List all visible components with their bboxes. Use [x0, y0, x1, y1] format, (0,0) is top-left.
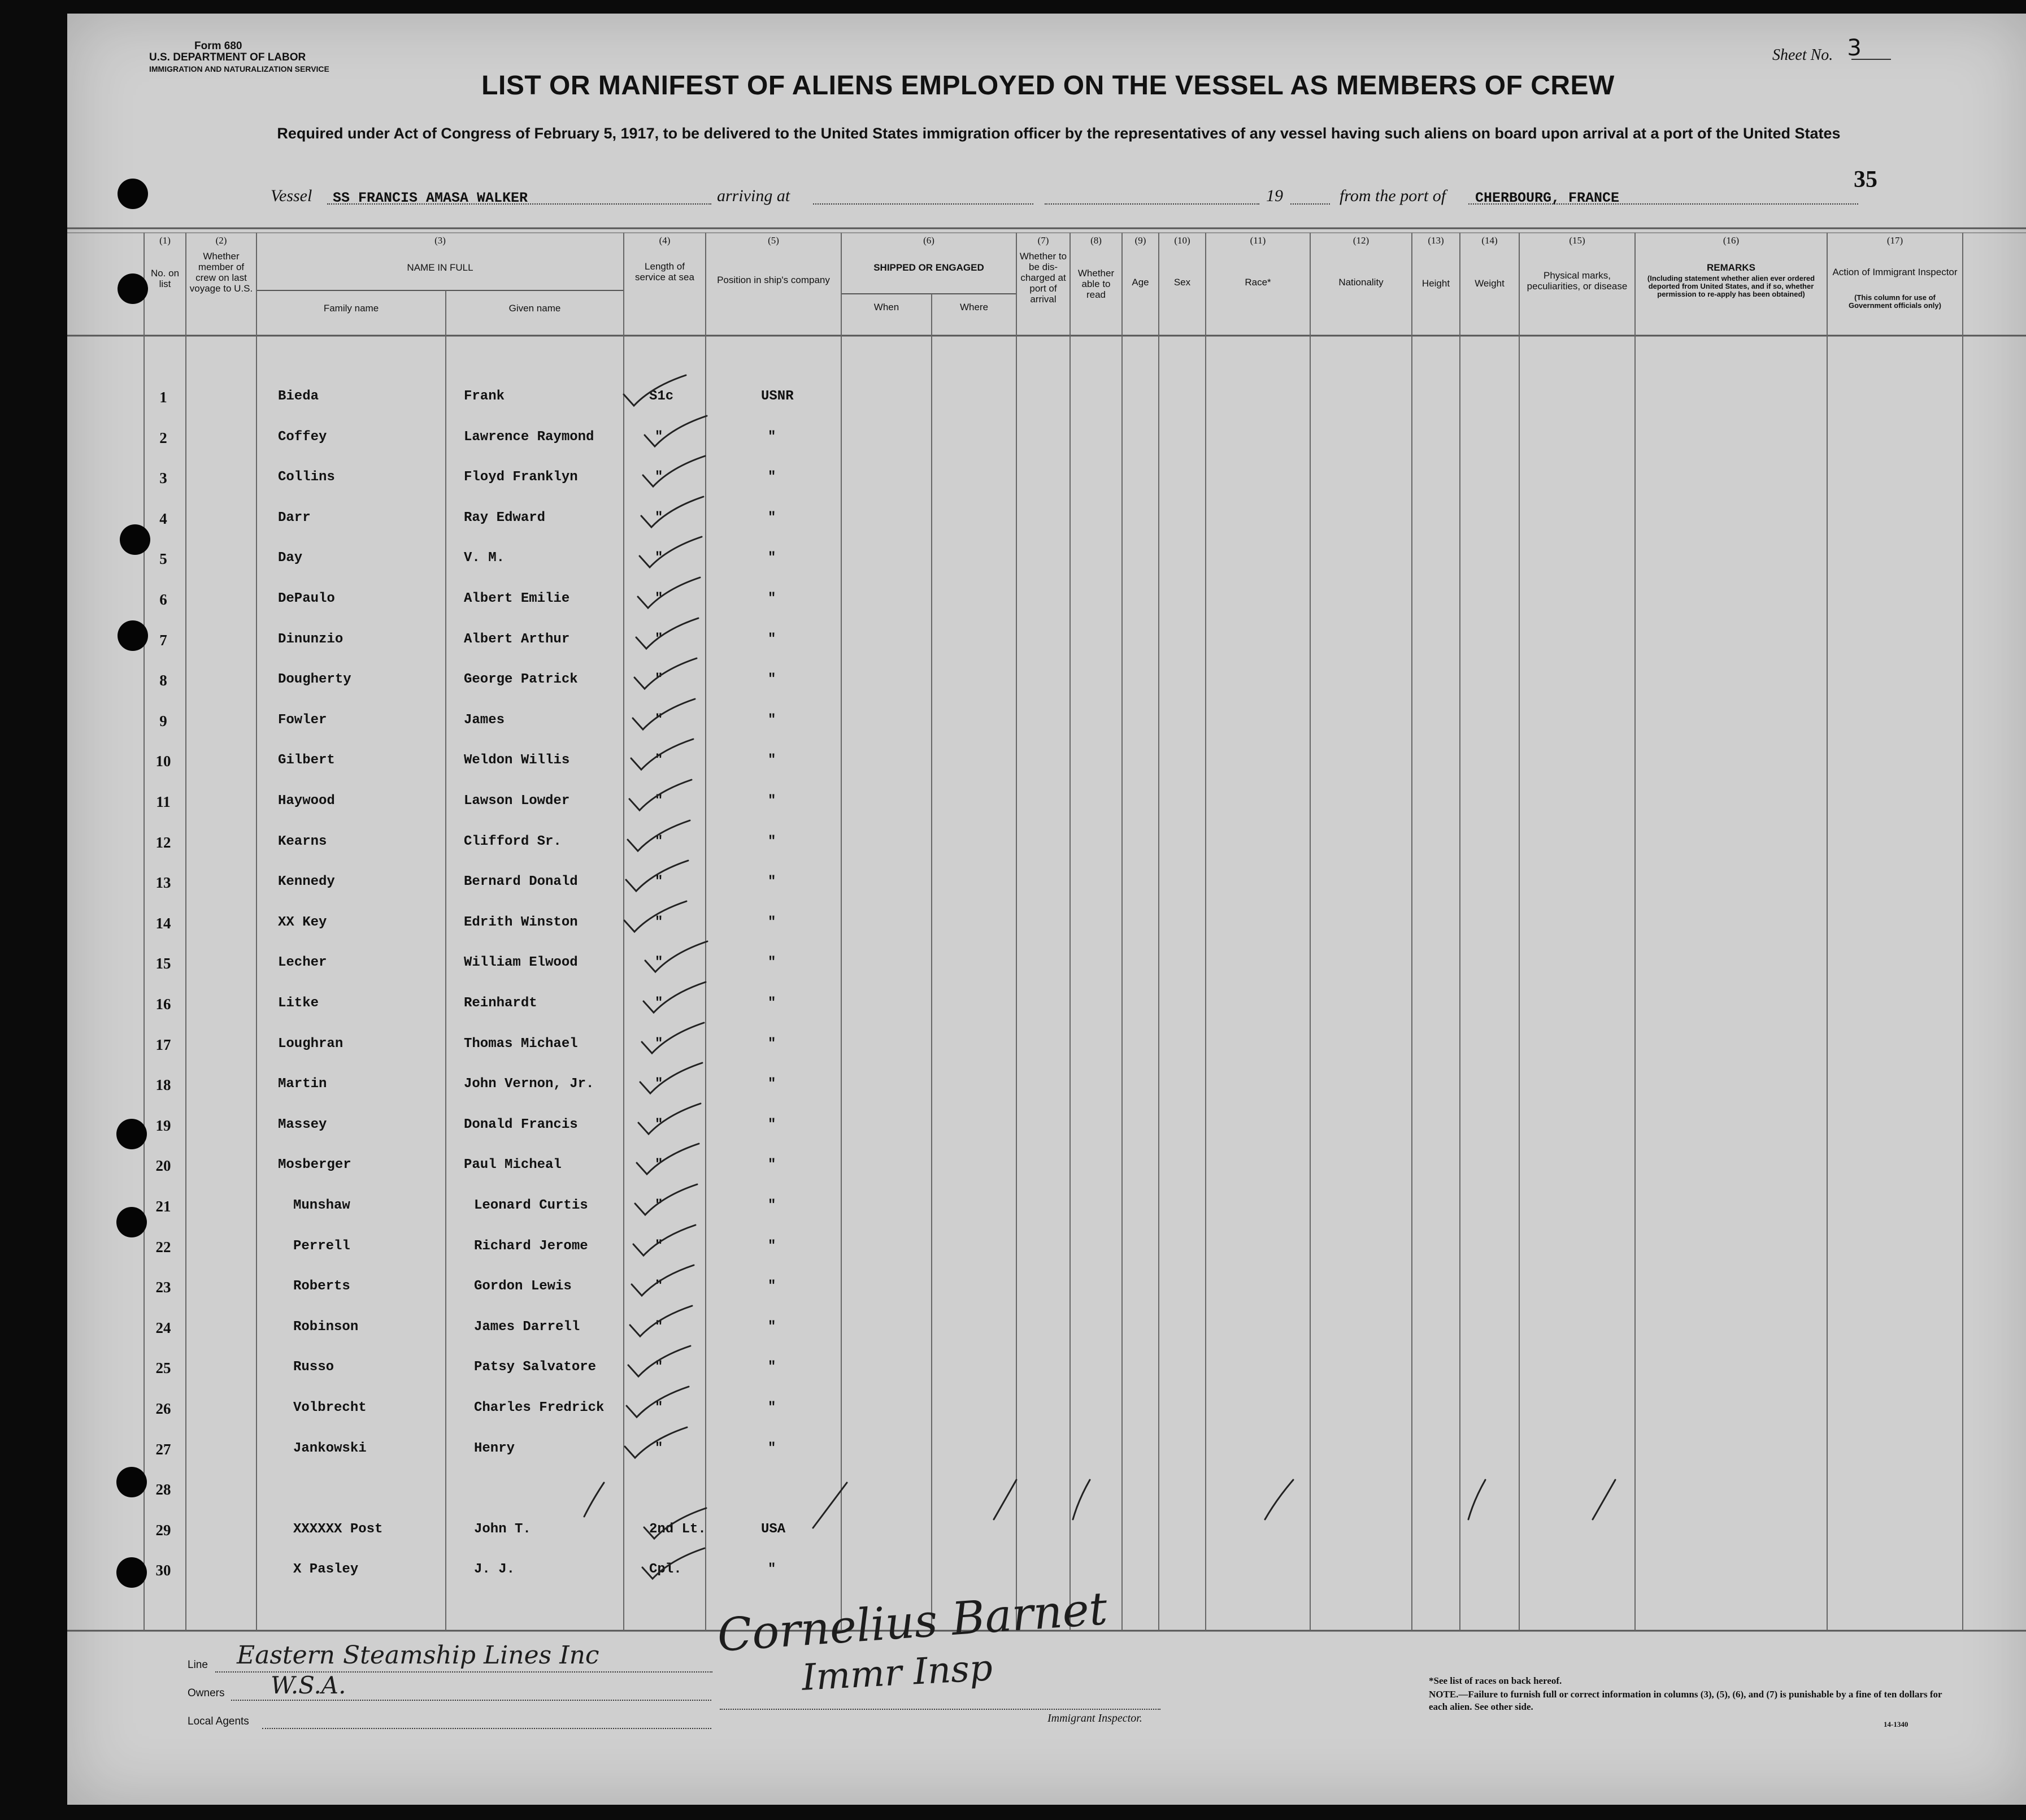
header-physical: Physical marks, peculiarities, or disease [1527, 270, 1628, 292]
service-cell: " [655, 1036, 663, 1052]
service-cell: " [655, 1441, 663, 1456]
service-cell: " [655, 429, 663, 445]
service-cell: " [655, 550, 663, 566]
header-no-on-list: No. on list [150, 268, 180, 289]
check-mark [642, 1548, 705, 1579]
position-cell: " [768, 996, 776, 1011]
service-cell: " [655, 996, 663, 1011]
service-cell: " [655, 753, 663, 768]
manifest-sheet [67, 14, 2026, 1805]
family-name-cell: Jankowski [293, 1441, 367, 1456]
header-remarks-sub: (Including statement whether alien ever ordered deported from United States, and if so, whether permission to re-apply has been obtained) [1647, 274, 1815, 298]
service-cell: " [655, 1279, 663, 1294]
service-cell: " [655, 1198, 663, 1213]
check-mark [642, 1023, 704, 1053]
service-cell: 2nd Lt. [649, 1522, 706, 1537]
row-number: 29 [155, 1522, 171, 1539]
given-name-cell: James Darrell [474, 1319, 580, 1335]
service-cell: " [655, 1239, 663, 1254]
row-number: 22 [155, 1239, 171, 1256]
given-name-cell: Bernard Donald [464, 874, 578, 889]
position-cell: " [768, 713, 776, 728]
given-name-cell: V. M. [464, 550, 505, 566]
check-mark [628, 820, 690, 851]
check-mark [637, 1144, 699, 1174]
footer-line-value: Eastern Steamship Lines Inc [237, 1641, 599, 1670]
family-name-cell: XX Key [278, 915, 327, 930]
position-cell: " [768, 632, 776, 647]
header-age: Age [1132, 277, 1149, 288]
vessel-name: SS FRANCIS AMASA WALKER [333, 190, 528, 206]
given-name-cell: Reinhardt [464, 996, 537, 1011]
inspector-title-handwritten: Immr Insp [801, 1647, 994, 1699]
document-title: LIST OR MANIFEST OF ALIENS EMPLOYED ON THE VESSEL AS MEMBERS OF CREW [481, 71, 1615, 101]
check-mark [645, 941, 707, 972]
row-number: 8 [159, 672, 167, 689]
row-number: 30 [155, 1562, 171, 1579]
position-cell: " [768, 1117, 776, 1132]
row-number: 2 [159, 429, 167, 446]
row-number: 7 [159, 632, 167, 649]
check-mark [631, 739, 693, 770]
row-number: 19 [155, 1117, 171, 1134]
family-name-cell: Volbrecht [293, 1400, 367, 1415]
service-cell: " [655, 1157, 663, 1172]
note-races: *See list of races on back hereof. [1429, 1675, 1562, 1686]
service-cell: " [655, 1319, 663, 1335]
given-name-cell: John Vernon, Jr. [464, 1076, 594, 1092]
footer-owners-value: W.S.A. [271, 1671, 346, 1699]
header-whether-member: Whether member of crew on last voyage to U.S. [189, 251, 253, 294]
given-name-cell: Henry [474, 1441, 515, 1456]
family-name-cell: X Pasley [293, 1562, 359, 1577]
family-name-cell: Lecher [278, 955, 327, 970]
check-mark [641, 497, 703, 527]
check-mark [626, 861, 688, 891]
family-name-cell: Dinunzio [278, 632, 344, 647]
family-name-cell: Litke [278, 996, 319, 1011]
binder-hole [116, 1467, 147, 1497]
position-cell: " [768, 834, 776, 849]
row-number: 5 [159, 550, 167, 567]
year-label: 19 [1266, 186, 1283, 205]
row-number: 16 [155, 996, 171, 1013]
position-cell: " [768, 1562, 776, 1577]
colnum-4: (4) [659, 235, 671, 246]
family-name-cell: Munshaw [293, 1198, 350, 1213]
service-cell: " [655, 874, 663, 889]
given-name-cell: George Patrick [464, 672, 578, 687]
position-cell: " [768, 550, 776, 566]
service-cell: " [655, 793, 663, 809]
family-name-cell: Dougherty [278, 672, 351, 687]
service-cell: " [655, 955, 663, 970]
row-number: 26 [155, 1400, 171, 1417]
row-number: 21 [155, 1198, 171, 1215]
check-mark [635, 1184, 697, 1215]
print-code: 14-1340 [1884, 1720, 1908, 1728]
service-cell: " [655, 1117, 663, 1132]
family-name-cell: Robinson [293, 1319, 359, 1335]
row-number: 1 [159, 389, 167, 406]
header-position: Position in ship's company [717, 275, 830, 285]
check-mark [643, 456, 705, 487]
colnum-8: (8) [1090, 235, 1102, 246]
family-name-cell: Coffey [278, 429, 327, 445]
check-mark [624, 375, 686, 406]
check-mark [625, 1427, 687, 1458]
sheet-number-label: Sheet No. [1772, 46, 1833, 64]
given-name-cell: Gordon Lewis [474, 1279, 572, 1294]
given-name-cell: J. J. [474, 1562, 515, 1577]
position-cell: " [768, 1359, 776, 1375]
arriving-label: arriving at [717, 186, 790, 205]
position-cell: " [768, 470, 776, 485]
family-name-cell: Loughran [278, 1036, 344, 1052]
service-cell: S1c [649, 389, 674, 404]
check-mark [630, 1306, 692, 1336]
handwritten-check-marks [67, 14, 2026, 1805]
colnum-1: (1) [159, 235, 171, 246]
service-cell: " [655, 591, 663, 606]
colnum-16: (16) [1723, 235, 1740, 246]
family-name-cell: Bieda [278, 389, 319, 404]
header-when: When [873, 302, 899, 312]
colnum-2: (2) [215, 235, 227, 246]
family-name-cell: Collins [278, 470, 335, 485]
family-name-cell: Massey [278, 1117, 327, 1132]
inspector-signature: Cornelius Barnet [715, 1582, 1109, 1662]
binder-hole [118, 620, 148, 651]
from-port: CHERBOURG, FRANCE [1475, 190, 1620, 206]
colnum-6: (6) [923, 235, 934, 246]
given-name-cell: Richard Jerome [474, 1239, 588, 1254]
given-name-cell: Leonard Curtis [474, 1198, 588, 1213]
sheet-number-value: 3 [1847, 35, 1862, 61]
binder-hole [116, 1119, 147, 1149]
colnum-7: (7) [1037, 235, 1049, 246]
service-cell: " [655, 834, 663, 849]
service-cell: " [655, 672, 663, 687]
service-cell: " [655, 470, 663, 485]
position-cell: " [768, 1157, 776, 1172]
header-shipped-engaged: SHIPPED OR ENGAGED [873, 262, 984, 273]
header-weight: Weight [1475, 278, 1505, 289]
check-mark [636, 618, 698, 649]
given-name-cell: Weldon Willis [464, 753, 570, 768]
check-mark [629, 780, 692, 810]
position-cell: " [768, 955, 776, 970]
colnum-9: (9) [1134, 235, 1146, 246]
inspector-underline [720, 1709, 1160, 1710]
header-remarks: REMARKS [1707, 262, 1755, 273]
row-number: 24 [155, 1319, 171, 1336]
row-number: 25 [155, 1359, 171, 1376]
header-discharged: Whether to be dis-charged at port of arrival [1019, 251, 1067, 305]
given-name-cell: Ray Edward [464, 510, 546, 525]
note-penalty: NOTE.—Failure to furnish full or correct information in columns (3), (5), (6), and (7) is punishable by a fine of ten dollars for each alien. See other side. [1429, 1689, 1942, 1712]
footer-line-label: Line [188, 1659, 208, 1671]
row-number: 27 [155, 1441, 171, 1458]
colnum-3: (3) [434, 235, 446, 246]
colnum-13: (13) [1428, 235, 1444, 246]
row-number: 9 [159, 713, 167, 729]
header-length-service: Length of service at sea [635, 261, 694, 283]
given-name-cell: Frank [464, 389, 505, 404]
row-number: 11 [156, 793, 171, 810]
position-cell: " [768, 1279, 776, 1294]
binder-hole [118, 273, 148, 304]
family-name-cell: Roberts [293, 1279, 350, 1294]
check-mark [624, 901, 686, 932]
given-name-cell: Lawson Lowder [464, 793, 570, 809]
given-name-cell: James [464, 713, 505, 728]
header-family-name: Family name [323, 303, 379, 314]
position-cell: " [768, 1400, 776, 1415]
given-name-cell: Lawrence Raymond [464, 429, 594, 445]
header-sex: Sex [1173, 277, 1191, 288]
inspector-label: Immigrant Inspector. [1047, 1712, 1142, 1725]
form-number: Form 680 [194, 40, 242, 52]
header-nationality: Nationality [1338, 277, 1384, 288]
service-cell: Cpl. [649, 1562, 682, 1577]
check-mark [632, 1265, 694, 1296]
given-name-cell: Paul Micheal [464, 1157, 562, 1172]
header-action: Action of Immigrant Inspector [1832, 267, 1958, 277]
row-number: 17 [155, 1036, 171, 1053]
check-mark [645, 416, 707, 446]
check-mark [638, 1104, 701, 1134]
binder-hole [116, 1557, 147, 1588]
header-able-read: Whether able to read [1077, 268, 1115, 300]
given-name-cell: Albert Emilie [464, 591, 570, 606]
header-name-in-full: NAME IN FULL [407, 262, 473, 273]
family-name-cell: Russo [293, 1359, 334, 1375]
header-action-sub: (This column for use of Government officials only) [1849, 293, 1941, 310]
colnum-11: (11) [1250, 235, 1266, 246]
family-name-cell: Perrell [293, 1239, 350, 1254]
position-cell: " [768, 874, 776, 889]
check-mark [627, 1387, 689, 1417]
family-name-cell: Martin [278, 1076, 327, 1092]
footer-owners-label: Owners [188, 1687, 225, 1699]
position-cell: " [768, 510, 776, 525]
family-name-cell: Kearns [278, 834, 327, 849]
service-name: IMMIGRATION AND NATURALIZATION SERVICE [149, 64, 329, 73]
row-number: 20 [155, 1157, 171, 1174]
family-name-cell: XXXXXX Post [293, 1522, 383, 1537]
check-mark [640, 537, 702, 567]
service-cell: " [655, 1400, 663, 1415]
position-cell: " [768, 672, 776, 687]
service-cell: " [655, 713, 663, 728]
given-name-cell: Edrith Winston [464, 915, 578, 930]
position-cell: USNR [761, 389, 794, 404]
position-cell: " [768, 793, 776, 809]
service-cell: " [655, 1359, 663, 1375]
family-name-cell: Gilbert [278, 753, 335, 768]
family-name-cell: Mosberger [278, 1157, 351, 1172]
colnum-14: (14) [1481, 235, 1498, 246]
colnum-10: (10) [1174, 235, 1190, 246]
check-mark [640, 1063, 702, 1093]
position-cell: " [768, 1076, 776, 1092]
check-mark [628, 1346, 690, 1376]
binder-hole [120, 524, 150, 555]
footer-agents-label: Local Agents [188, 1715, 249, 1727]
position-cell: " [768, 915, 776, 930]
check-mark [633, 699, 695, 729]
colnum-15: (15) [1569, 235, 1585, 246]
position-cell: " [768, 1319, 776, 1335]
position-cell: USA [761, 1522, 786, 1537]
row-number: 3 [159, 470, 167, 487]
service-cell: " [655, 915, 663, 930]
check-mark [644, 982, 706, 1013]
check-mark [644, 1508, 706, 1539]
given-name-cell: Clifford Sr. [464, 834, 562, 849]
position-cell: " [768, 1198, 776, 1213]
family-name-cell: DePaulo [278, 591, 335, 606]
colnum-5: (5) [768, 235, 779, 246]
row-number: 18 [155, 1076, 171, 1093]
header-height: Height [1421, 278, 1450, 289]
position-cell: " [768, 1239, 776, 1254]
page-code: 35 [1854, 167, 1877, 193]
family-name-cell: Haywood [278, 793, 335, 809]
footer-agents-underline [262, 1728, 711, 1729]
binder-hole [118, 179, 148, 209]
service-cell: " [655, 632, 663, 647]
position-cell: " [768, 429, 776, 445]
department-name: U.S. DEPARTMENT OF LABOR [149, 51, 306, 63]
check-mark [633, 1225, 695, 1256]
colnum-12: (12) [1353, 235, 1369, 246]
given-name-cell: Floyd Franklyn [464, 470, 578, 485]
position-cell: " [768, 753, 776, 768]
position-cell: " [768, 1441, 776, 1456]
family-name-cell: Darr [278, 510, 311, 525]
family-name-cell: Day [278, 550, 303, 566]
family-name-cell: Fowler [278, 713, 327, 728]
given-name-cell: William Elwood [464, 955, 578, 970]
given-name-cell: Patsy Salvatore [474, 1359, 597, 1375]
given-name-cell: Charles Fredrick [474, 1400, 605, 1415]
header-given-name: Given name [508, 303, 561, 314]
position-cell: " [768, 591, 776, 606]
position-cell: " [768, 1036, 776, 1052]
row-number: 28 [155, 1481, 171, 1498]
check-mark [638, 577, 700, 608]
given-name-cell: Albert Arthur [464, 632, 570, 647]
header-where: Where [959, 302, 989, 312]
row-number: 10 [155, 753, 171, 770]
header-race: Race* [1245, 277, 1271, 288]
family-name-cell: Kennedy [278, 874, 335, 889]
service-cell: " [655, 1076, 663, 1092]
binder-hole [116, 1207, 147, 1237]
from-port-label: from the port of [1340, 186, 1446, 205]
row-number: 14 [155, 915, 171, 932]
given-name-cell: John T. [474, 1522, 531, 1537]
row-number: 12 [155, 834, 171, 851]
vessel-label: Vessel [271, 186, 312, 205]
row-number: 4 [159, 510, 167, 527]
row-number: 13 [155, 874, 171, 891]
footer-owners-underline [231, 1700, 711, 1701]
given-name-cell: Donald Francis [464, 1117, 578, 1132]
given-name-cell: Thomas Michael [464, 1036, 578, 1052]
colnum-17: (17) [1886, 235, 1903, 246]
check-mark [634, 658, 697, 689]
row-number: 15 [155, 955, 171, 972]
row-number: 6 [159, 591, 167, 608]
row-number: 23 [155, 1279, 171, 1296]
document-subtitle: Required under Act of Congress of February 5, 1917, to be delivered to the United States immigration officer by the representatives of any vessel having such aliens on board upon arrival at a port of the United States [277, 125, 1841, 142]
service-cell: " [655, 510, 663, 525]
